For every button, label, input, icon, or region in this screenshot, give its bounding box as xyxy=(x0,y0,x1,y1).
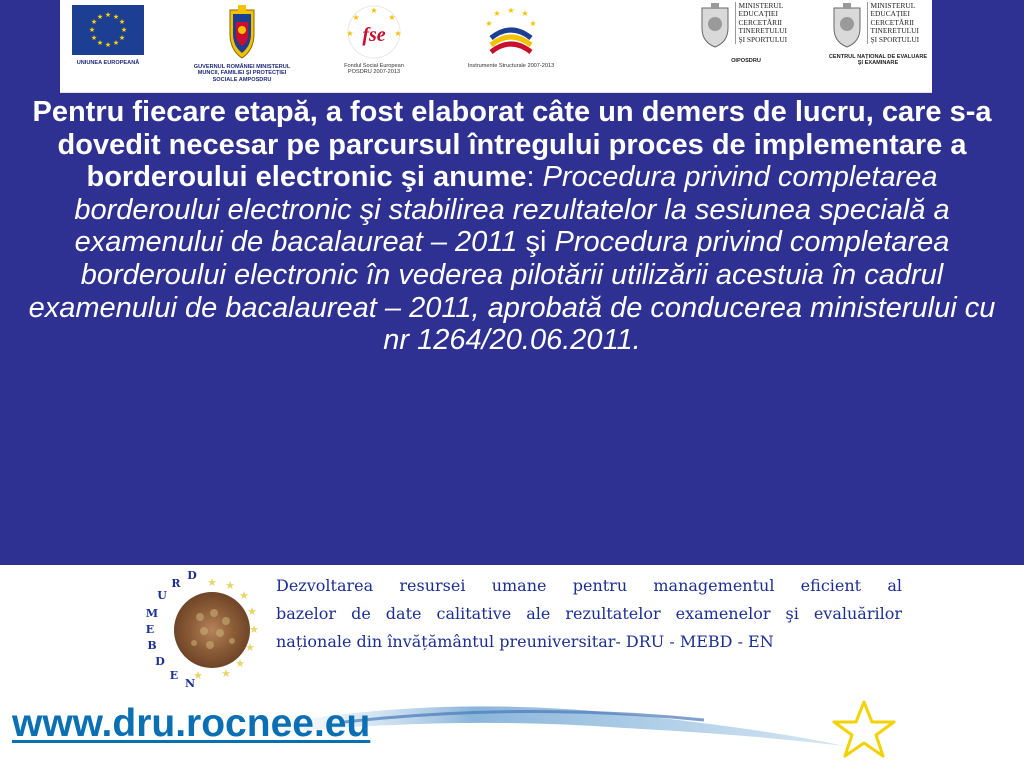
cnee-caption: CENTRUL NAȚIONAL DE EVALUARE ŞI EXAMINARE xyxy=(828,54,928,67)
fse-icon xyxy=(344,4,404,60)
svg-text:★: ★ xyxy=(225,579,235,592)
structural-instruments-icon xyxy=(481,4,541,60)
romanian-government-logo xyxy=(188,2,296,83)
project-title-line-3: naționale din învățământul preuniversitar- DRU - MEBD - EN xyxy=(276,632,774,651)
partner-logos-bar xyxy=(60,0,932,93)
logo-letter-u: U xyxy=(157,589,167,602)
svg-text:★: ★ xyxy=(207,576,217,589)
ministry-name-oiposdru: MINISTERUL EDUCAȚIEI CERCETĂRII TINERETULUI ŞI SPORTULUI xyxy=(735,2,795,44)
svg-text:★: ★ xyxy=(521,9,529,18)
svg-text:★: ★ xyxy=(90,34,98,42)
svg-text:★: ★ xyxy=(104,41,112,49)
svg-text:★: ★ xyxy=(370,6,378,15)
svg-text:★: ★ xyxy=(352,13,360,22)
government-caption: GUVERNUL ROMÂNIEI MINISTERUL MUNCII, FAMILIEI ŞI PROTECȚIEI SOCIALE AMPOSDRU xyxy=(193,64,291,83)
ministry-crest-icon xyxy=(698,2,732,48)
svg-text:★: ★ xyxy=(96,39,104,47)
ministry-cnee-logo xyxy=(826,2,930,67)
svg-text:★: ★ xyxy=(493,9,501,18)
logo-letter-r: R xyxy=(171,577,181,590)
logo-letter-d: D xyxy=(155,655,165,668)
svg-text:★: ★ xyxy=(394,29,402,38)
svg-text:★: ★ xyxy=(221,667,231,680)
svg-text:★: ★ xyxy=(507,6,515,15)
intro-bold-text: Pentru fiecare etapă, a fost elaborat câte un demers de lucru, care s-a dovedit necesar pe parcursul întregului proces de implementare a borderoului electronic şi anume xyxy=(32,96,992,194)
dru-mebd-project-logo xyxy=(142,567,274,693)
star-icon xyxy=(828,698,900,762)
svg-text:★: ★ xyxy=(90,18,98,26)
logo-letter-n: N xyxy=(184,677,196,690)
svg-text:★: ★ xyxy=(118,34,126,42)
colon-text: : xyxy=(526,161,543,194)
fse-caption: Fondul Social European POSDRU 2007-2013 xyxy=(344,63,404,76)
slide-body-text xyxy=(24,96,1000,357)
svg-text:★: ★ xyxy=(120,26,128,34)
svg-text:★: ★ xyxy=(96,13,104,21)
svg-text:★: ★ xyxy=(235,657,245,670)
svg-text:★: ★ xyxy=(529,19,537,28)
logo-letter-d2: D xyxy=(187,569,197,582)
structural-instruments-logo xyxy=(466,2,556,69)
svg-text:★: ★ xyxy=(245,641,255,654)
ministry-oiposdru-logo xyxy=(696,2,796,64)
svg-text:★: ★ xyxy=(88,26,96,34)
logo-letter-b: B xyxy=(147,639,157,652)
fse-logo xyxy=(332,2,416,76)
project-website-link[interactable]: www.dru.rocnee.eu xyxy=(12,702,371,745)
svg-text:★: ★ xyxy=(485,19,493,28)
project-title-line-2: bazelor de date calitative ale rezultatelor examenelor şi evaluărilor xyxy=(276,604,902,623)
fse-logo-text: fse xyxy=(362,24,386,46)
logo-letter-m: M xyxy=(145,607,159,620)
svg-text:★: ★ xyxy=(118,18,126,26)
svg-text:★: ★ xyxy=(247,605,257,618)
svg-text:★: ★ xyxy=(239,589,249,602)
logo-letter-e: E xyxy=(145,623,155,636)
svg-text:★: ★ xyxy=(193,669,203,682)
eu-logo xyxy=(66,2,150,66)
ministry-name-cnee: MINISTERUL EDUCAȚIEI CERCETĂRII TINERETULUI ŞI SPORTULUI xyxy=(867,2,927,44)
eu-flag-icon xyxy=(72,5,144,55)
coat-of-arms-icon xyxy=(222,4,262,62)
conjunction-text: şi xyxy=(517,226,555,259)
procedure-2-title: Procedura privind completarea borderoului electronic în vederea pilotării utilizării acestuia în cadrul examenului de bacalaureat – 2011, aprobată de conducerea ministerului cu nr 1264/20.06.2011. xyxy=(28,226,996,357)
logo-letter-e2: E xyxy=(169,669,179,682)
svg-text:★: ★ xyxy=(112,39,120,47)
svg-text:★: ★ xyxy=(104,11,112,19)
ministry-crest-icon xyxy=(830,2,864,48)
oiposdru-caption: OIPOSDRU xyxy=(731,58,761,64)
svg-text:★: ★ xyxy=(249,623,259,636)
eu-logo-caption: UNIUNEA EUROPEANĂ xyxy=(76,60,140,66)
procedure-1-title: Procedura privind completarea borderoului electronic şi stabilirea rezultatelor la sesiunea specială a examenului de bacalaureat – 2011 xyxy=(74,161,950,259)
structural-instruments-caption: Instrumente Structurale 2007-2013 xyxy=(467,63,555,69)
svg-text:★: ★ xyxy=(346,29,354,38)
svg-text:★: ★ xyxy=(388,13,396,22)
svg-text:★: ★ xyxy=(112,13,120,21)
project-title-line-1: Dezvoltarea resursei umane pentru managementul eficient al xyxy=(276,576,902,595)
